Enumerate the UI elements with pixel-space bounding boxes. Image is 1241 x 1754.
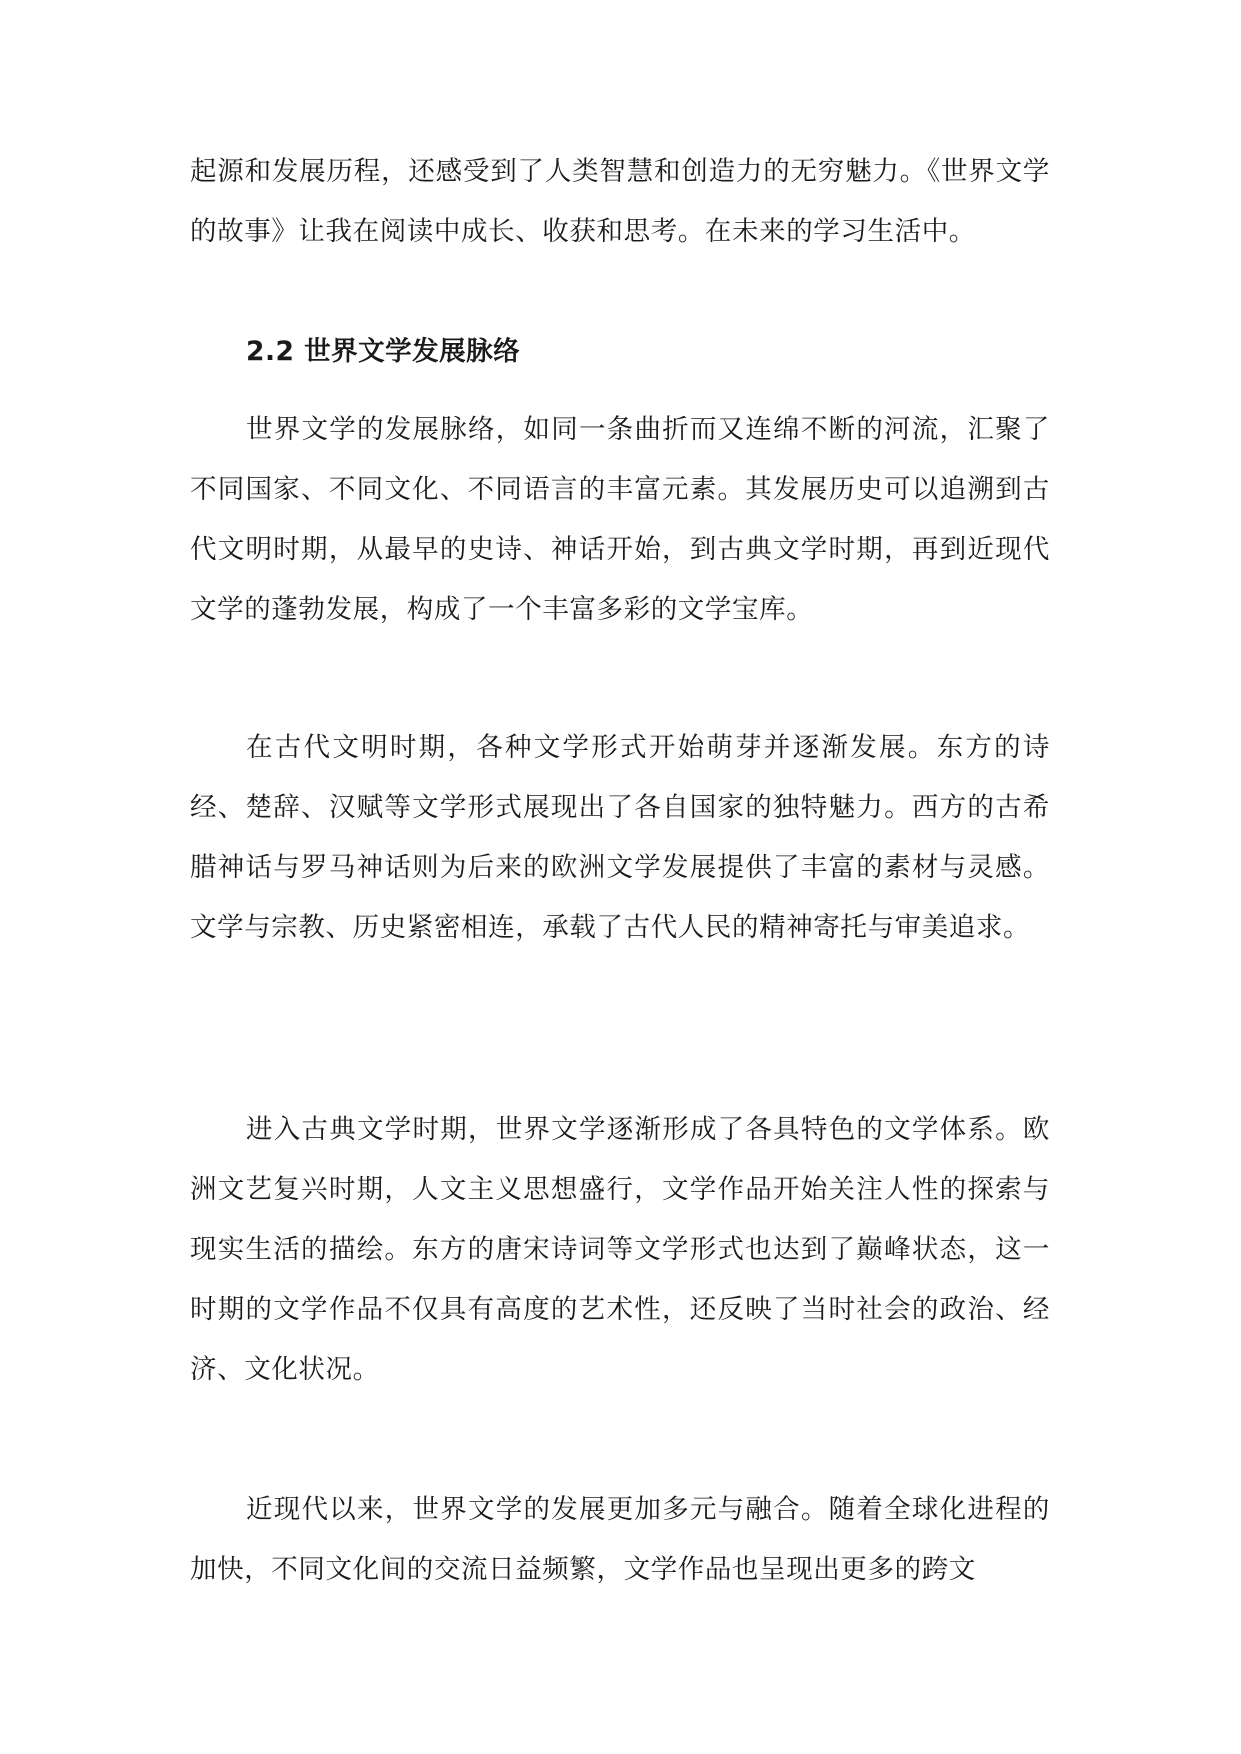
body-paragraph: 世界文学的发展脉络，如同一条曲折而又连绵不断的河流，汇聚了不同国家、不同文化、不同语言的丰富元素。其发展历史可以追溯到古代文明时期，从最早的史诗、神话开始，到古典文学时期，再到近现代文学的蓬勃发展，构成了一个丰富多彩的文学宝库。	[190, 414, 1050, 625]
body-paragraph: 近现代以来，世界文学的发展更加多元与融合。随着全球化进程的加快，不同文化间的交流日益频繁，文学作品也呈现出更多的跨文	[190, 1494, 1050, 1585]
continuation-paragraph: 起源和发展历程，还感受到了人类智慧和创造力的无穷魅力。《世界文学的故事》让我在阅读中成长、收获和思考。在未来的学习生活中。	[190, 156, 1050, 247]
body-paragraph: 在古代文明时期，各种文学形式开始萌芽并逐渐发展。东方的诗经、楚辞、汉赋等文学形式展现出了各自国家的独特魅力。西方的古希腊神话与罗马神话则为后来的欧洲文学发展提供了丰富的素材与灵感。文学与宗教、历史紧密相连，承载了古代人民的精神寄托与审美追求。	[190, 732, 1050, 943]
body-paragraph: 进入古典文学时期，世界文学逐渐形成了各具特色的文学体系。欧洲文艺复兴时期，人文主义思想盛行，文学作品开始关注人性的探索与现实生活的描绘。东方的唐宋诗词等文学形式也达到了巅峰状态，这一时期的文学作品不仅具有高度的艺术性，还反映了当时社会的政治、经济、文化状况。	[190, 1114, 1050, 1385]
section-heading: 2.2 世界文学发展脉络	[246, 336, 521, 367]
